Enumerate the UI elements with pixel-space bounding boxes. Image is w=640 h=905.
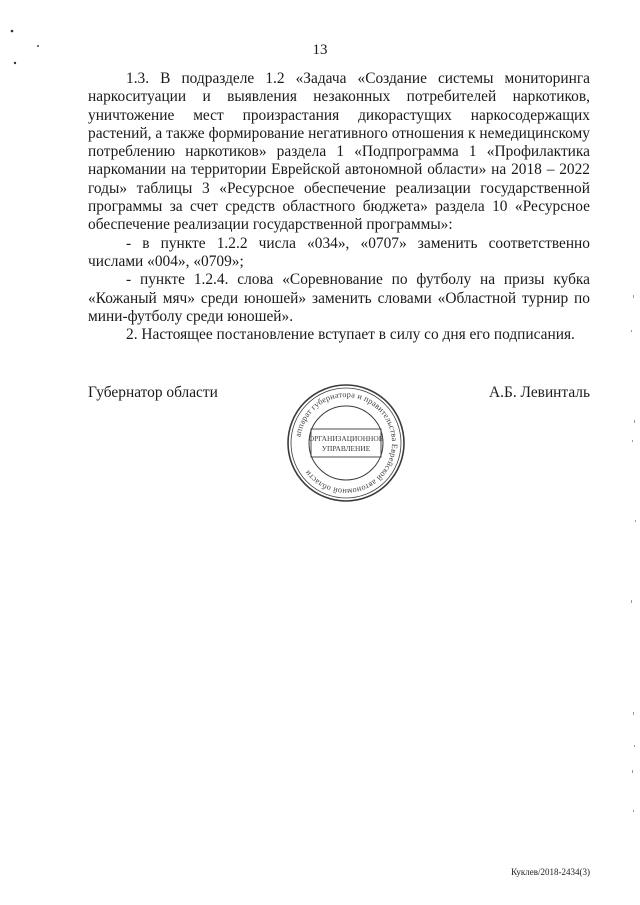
svg-text:УПРАВЛЕНИЕ: УПРАВЛЕНИЕ bbox=[321, 444, 371, 453]
signatory-name: А.Б. Левинталь bbox=[489, 384, 590, 401]
svg-text:аппарат губернатора и правител: аппарат губернатора и правительства Еврейской автономной области bbox=[293, 389, 400, 497]
document-reference: Куклев/2018-2434(3) bbox=[511, 867, 590, 877]
svg-text:ОРГАНИЗАЦИОННОЕ: ОРГАНИЗАЦИОННОЕ bbox=[308, 434, 384, 443]
scan-edge-noise bbox=[620, 0, 640, 905]
page-number: 13 bbox=[312, 42, 328, 58]
paragraph-2: 2. Настоящее постановление вступает в силу со дня его подписания. bbox=[126, 326, 575, 344]
official-seal-stamp bbox=[284, 381, 408, 505]
scan-marks bbox=[0, 0, 60, 80]
document-body bbox=[88, 70, 590, 344]
paragraph-1-3: 1.3. В подразделе 1.2 «Задача «Создание системы мониторинга наркоситуации и выявления незаконных потребителей наркотиков, уничтожение мест произрастания дикорастущих наркосодержащих растений, а также формирование негативного отношения к немедицинскому потреблению наркотиков» раздела 1 «Подпрограмма 1 «Профилактика наркомании на территории Еврейской автономной области» на 2018 – 2022 годы» таблицы 3 «Ресурсное обеспечение реализации государственной программы за счет средств областного бюджета» раздела 10 «Ресурсное обеспечение реализации государственной программы»: bbox=[88, 70, 590, 234]
paragraph-item-1-2-4: - пункте 1.2.4. слова «Соревнование по футболу на призы кубка «Кожаный мяч» среди юношей» заменить словами «Областной турнир по мини-футболу среди юношей». bbox=[88, 271, 590, 325]
signatory-position: Губернатор области bbox=[88, 384, 218, 401]
paragraph-item-1-2-2: - в пункте 1.2.2 числа «034», «0707» заменить соответственно числами «004», «0709»; bbox=[88, 234, 590, 270]
